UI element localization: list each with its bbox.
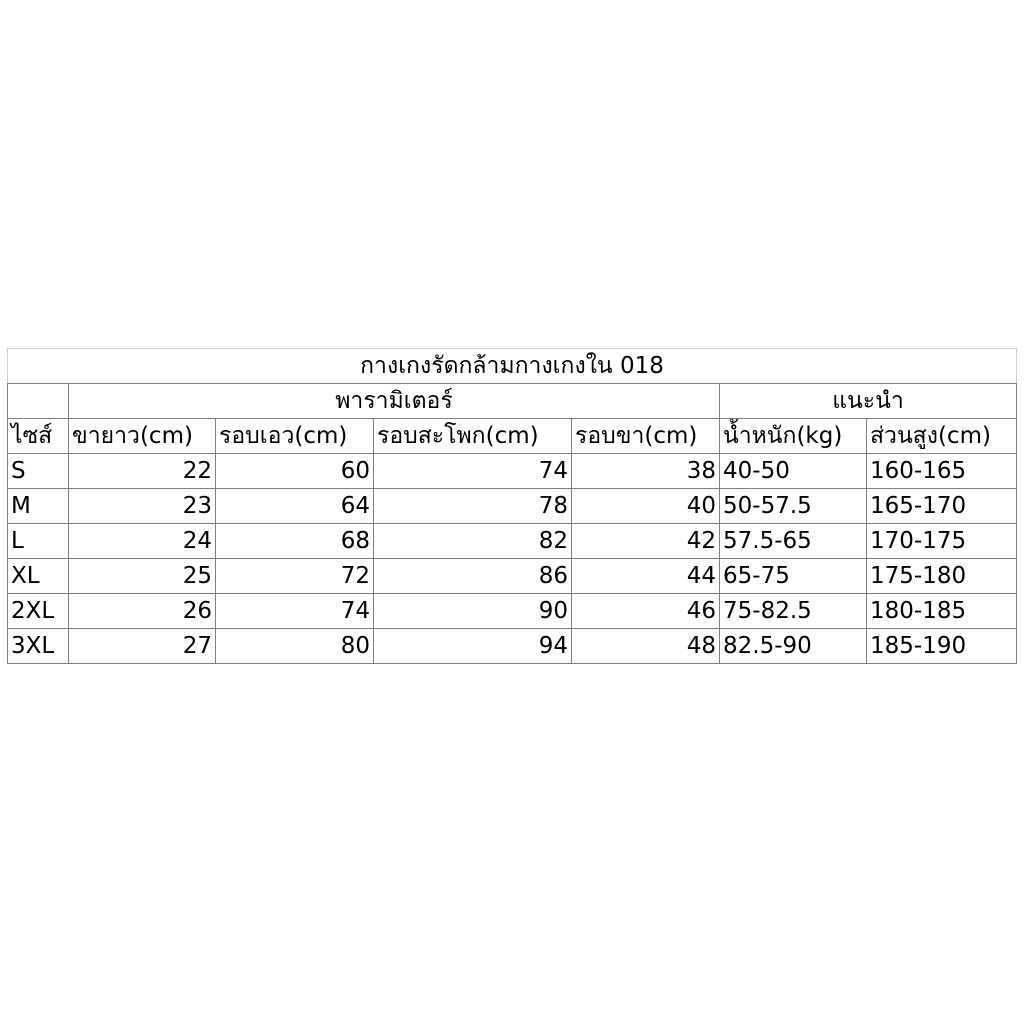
cell-waist: 72 <box>216 559 374 594</box>
cell-size: 2XL <box>8 594 69 629</box>
table-row <box>8 524 1017 559</box>
cell-waist: 64 <box>216 489 374 524</box>
cell-height: 160-165 <box>867 454 1017 489</box>
cell-thigh: 44 <box>572 559 720 594</box>
title-row <box>8 349 1017 384</box>
table-row <box>8 629 1017 664</box>
column-header-weight: น้ำหนัก(kg) <box>720 419 867 454</box>
cell-thigh: 38 <box>572 454 720 489</box>
cell-waist: 60 <box>216 454 374 489</box>
cell-leg-length: 25 <box>69 559 216 594</box>
group-header-empty <box>8 384 69 419</box>
column-header-hip: รอบสะโพก(cm) <box>374 419 572 454</box>
column-header-size: ไซส์ <box>8 419 69 454</box>
table-row <box>8 489 1017 524</box>
cell-height: 180-185 <box>867 594 1017 629</box>
cell-size: L <box>8 524 69 559</box>
group-header-row <box>8 384 1017 419</box>
column-header-thigh: รอบขา(cm) <box>572 419 720 454</box>
cell-hip: 94 <box>374 629 572 664</box>
cell-hip: 90 <box>374 594 572 629</box>
cell-thigh: 42 <box>572 524 720 559</box>
table-row <box>8 454 1017 489</box>
table-row <box>8 559 1017 594</box>
cell-waist: 68 <box>216 524 374 559</box>
cell-weight: 57.5-65 <box>720 524 867 559</box>
cell-height: 165-170 <box>867 489 1017 524</box>
cell-hip: 82 <box>374 524 572 559</box>
cell-weight: 40-50 <box>720 454 867 489</box>
column-header-leg-length: ขายาว(cm) <box>69 419 216 454</box>
cell-hip: 86 <box>374 559 572 594</box>
cell-height: 170-175 <box>867 524 1017 559</box>
cell-waist: 80 <box>216 629 374 664</box>
cell-leg-length: 24 <box>69 524 216 559</box>
cell-leg-length: 22 <box>69 454 216 489</box>
cell-size: XL <box>8 559 69 594</box>
cell-thigh: 40 <box>572 489 720 524</box>
column-header-height: ส่วนสูง(cm) <box>867 419 1017 454</box>
group-header-parameters: พารามิเตอร์ <box>69 384 720 419</box>
table-title: กางเกงรัดกล้ามกางเกงใน 018 <box>8 349 1017 384</box>
cell-weight: 50-57.5 <box>720 489 867 524</box>
cell-waist: 74 <box>216 594 374 629</box>
table-row <box>8 594 1017 629</box>
cell-height: 185-190 <box>867 629 1017 664</box>
cell-weight: 82.5-90 <box>720 629 867 664</box>
cell-leg-length: 26 <box>69 594 216 629</box>
cell-hip: 74 <box>374 454 572 489</box>
column-header-waist: รอบเอว(cm) <box>216 419 374 454</box>
cell-weight: 75-82.5 <box>720 594 867 629</box>
cell-hip: 78 <box>374 489 572 524</box>
size-chart-table <box>7 348 1017 664</box>
cell-leg-length: 23 <box>69 489 216 524</box>
cell-size: S <box>8 454 69 489</box>
cell-size: M <box>8 489 69 524</box>
cell-thigh: 46 <box>572 594 720 629</box>
cell-weight: 65-75 <box>720 559 867 594</box>
cell-leg-length: 27 <box>69 629 216 664</box>
cell-size: 3XL <box>8 629 69 664</box>
cell-height: 175-180 <box>867 559 1017 594</box>
group-header-recommended: แนะนำ <box>720 384 1017 419</box>
column-header-row <box>8 419 1017 454</box>
cell-thigh: 48 <box>572 629 720 664</box>
